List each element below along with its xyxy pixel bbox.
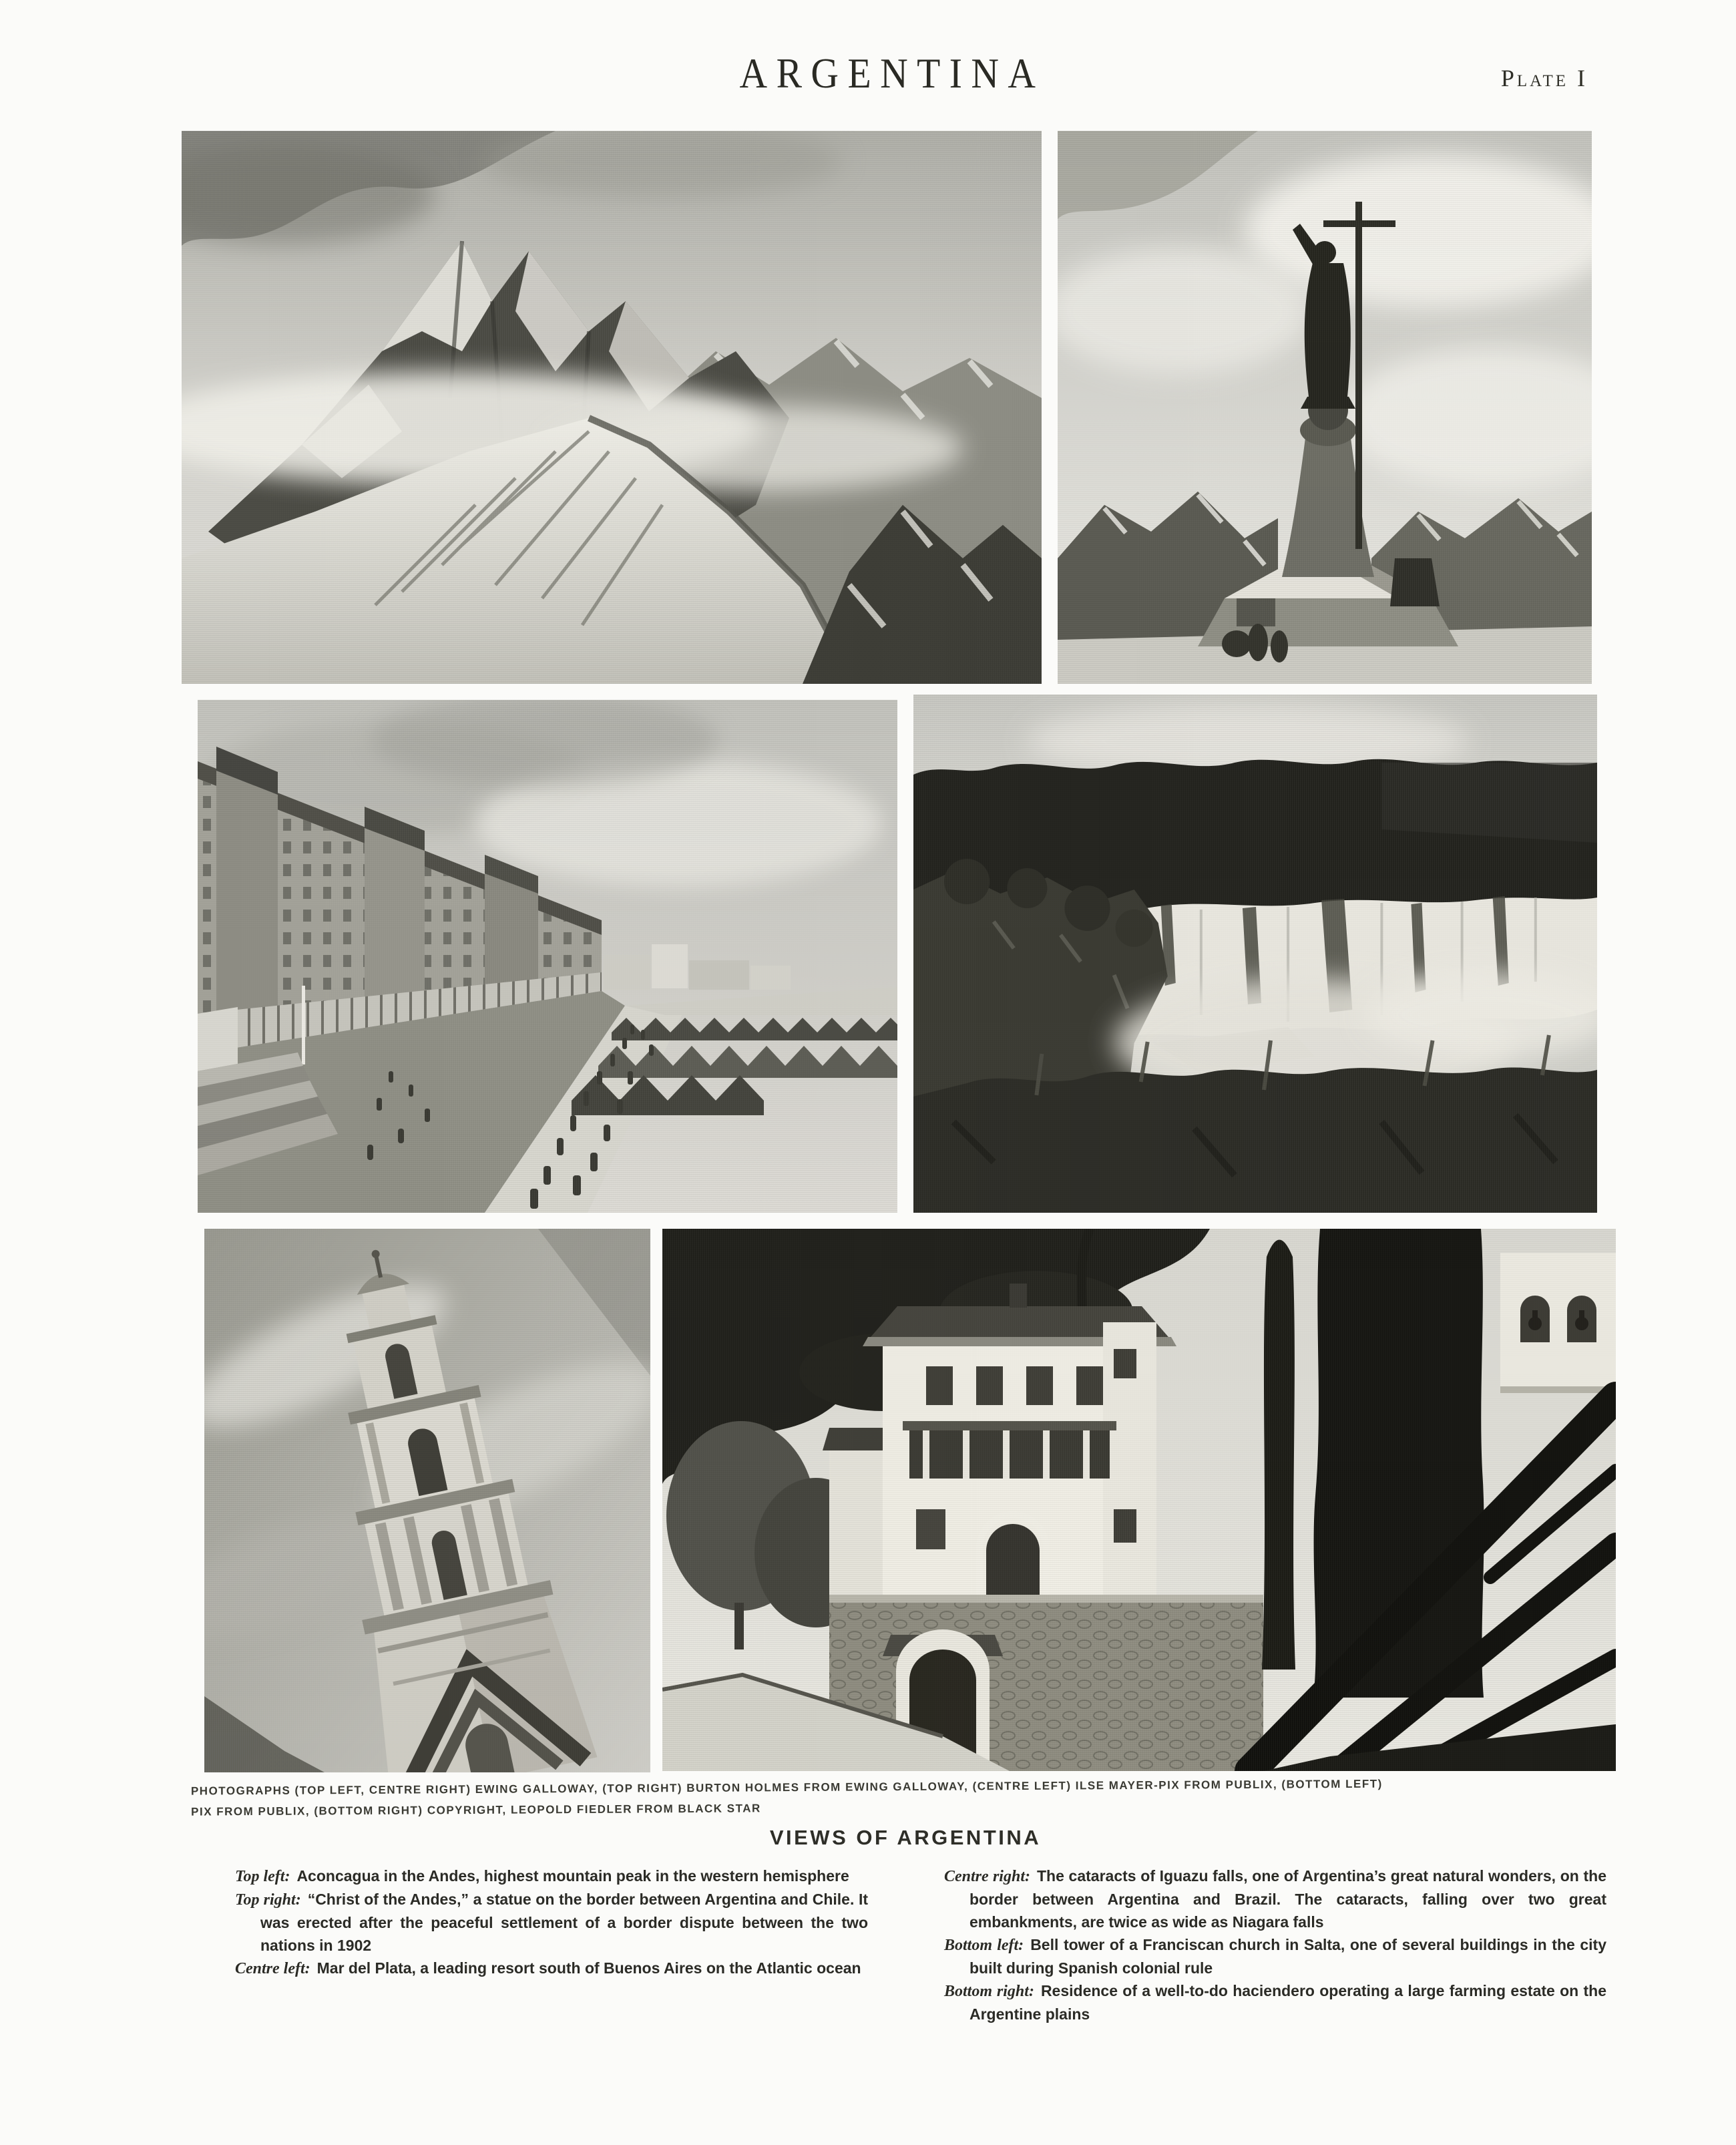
credits-line-2: PIX FROM PUBLIX, (BOTTOM RIGHT) COPYRIGHT, LEOPOLD FIEDLER FROM BLACK STAR [191,1802,761,1818]
house [823,1284,1176,1603]
caption-label: Top right: [235,1891,301,1909]
section-heading: VIEWS OF ARGENTINA [769,1826,1042,1849]
statue-illustration [1058,131,1592,684]
caption-bottom-left [944,1933,1606,1979]
caption-centre-left [235,1957,868,1980]
caption-label: Centre left: [235,1960,310,1977]
photo-aconcagua-mountains [182,131,1042,684]
caption-centre-right [944,1865,1606,1933]
caption-text: Mar del Plata, a leading resort south of Buenos Aires on the Atlantic ocean [316,1959,861,1977]
page-title: ARGENTINA [739,49,1045,97]
captions-right-column [944,1865,1606,2025]
caption-bottom-right [944,1979,1606,2025]
plate-number: Plate I [1500,65,1588,91]
bell-wall [1500,1253,1616,1393]
photo-christ-of-the-andes [1058,131,1592,684]
photo-credits [191,1772,1626,1822]
caption-text: Residence of a well-to-do haciendero operating a large farming estate on the Argentine plains [969,1982,1606,2023]
captions-left-column [235,1865,868,1980]
caption-text: Aconcagua in the Andes, highest mountain peak in the western hemisphere [296,1867,849,1885]
bell-tower-illustration [204,1229,650,1772]
photo-mar-del-plata [198,700,897,1213]
caption-label: Bottom left: [944,1937,1024,1954]
falls-illustration [913,695,1597,1213]
caption-label: Centre right: [944,1868,1030,1885]
photo-iguazu-falls [913,695,1597,1213]
caption-text: Bell tower of a Franciscan church in Salta, one of several buildings in the city built during Spanish colonial rule [969,1936,1607,1977]
credits-line-1: PHOTOGRAPHS (TOP LEFT, CENTRE RIGHT) EWING GALLOWAY, (TOP RIGHT) BURTON HOLMES FROM EWING GALLOWAY, (CENTRE LEFT) ILSE MAYER-PIX FROM PUBLIX, (BOTTOM LEFT) [190,1777,1383,1798]
hacienda-illustration [662,1229,1616,1771]
aconcagua-illustration [182,131,1042,684]
caption-label: Top left: [235,1868,290,1885]
caption-label: Bottom right: [944,1983,1034,2000]
photo-hacienda-residence [662,1229,1616,1771]
caption-text: The cataracts of Iguazu falls, one of Argentina’s great natural wonders, on the border between Argentina and Brazil. The cataracts, falling over two great embankments, are twice as wide as Niagara falls [969,1867,1606,1931]
caption-top-right [235,1888,868,1957]
caption-top-left [235,1865,868,1888]
photo-salta-bell-tower [204,1229,650,1772]
resort-illustration [198,700,897,1213]
caption-text: “Christ of the Andes,” a statue on the border between Argentina and Chile. It was erected after the peaceful settlement of a border dispute between the two nations in 1902 [260,1891,868,1954]
